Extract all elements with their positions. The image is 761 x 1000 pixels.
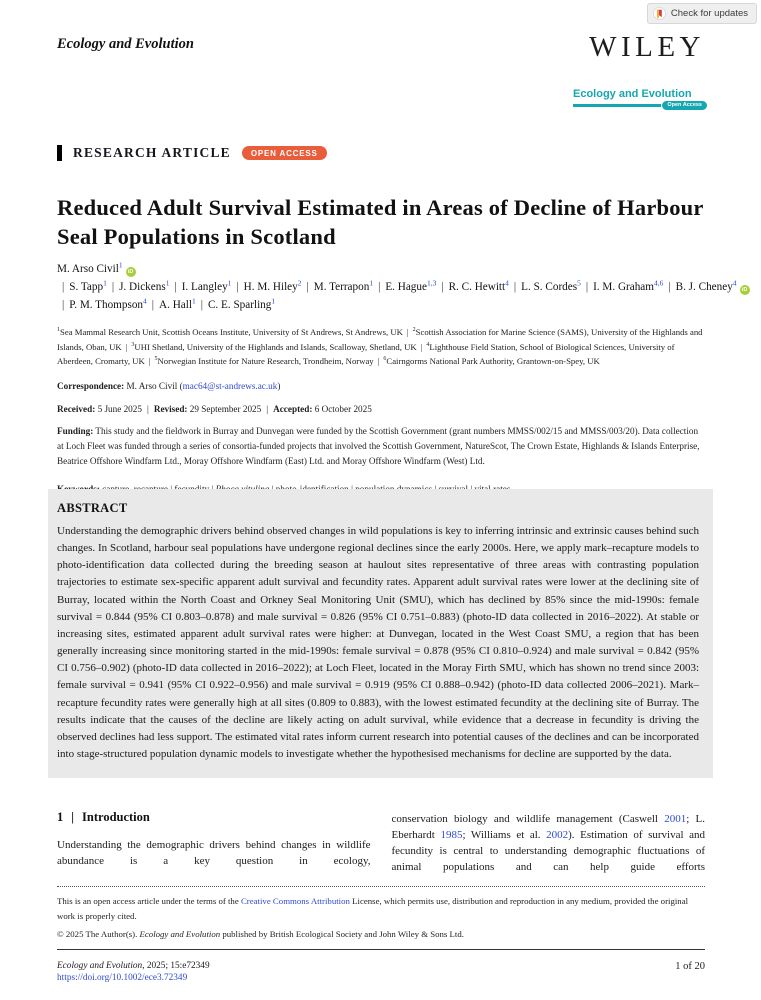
author-name: L. S. Cordes [521, 281, 578, 294]
masthead [57, 33, 705, 107]
affiliation-ref[interactable]: 1 [369, 278, 374, 288]
affiliation-ref[interactable]: 1,3 [426, 278, 437, 288]
author [385, 278, 437, 294]
author [57, 260, 136, 275]
affiliation-ref[interactable]: 1 [118, 260, 123, 270]
article-type-row [57, 145, 705, 161]
cc-license-link[interactable]: Creative Commons Attribution [240, 896, 350, 906]
affiliation-ref[interactable]: 4 [732, 278, 737, 288]
affiliation-ref[interactable]: 2 [297, 278, 302, 288]
article-history: Received: 5 June 2025 | Revised: 29 September 2025 | Accepted: 6 October 2025 [57, 403, 372, 414]
journal-citation: Ecology and Evolution, 2025; 15:e72349 [57, 960, 210, 971]
check-for-updates-button[interactable] [647, 3, 757, 24]
introduction-section [57, 810, 705, 876]
citation-link[interactable]: 2001 [664, 813, 687, 825]
citation-link[interactable]: 2002 [546, 828, 569, 841]
affiliation-ref[interactable]: 4 [505, 278, 509, 288]
affiliation-ref[interactable]: 4,6 [653, 278, 664, 288]
divider-dotted [57, 886, 705, 887]
correspondence: Correspondence: M. Arso Civil (mac64@st-andrews.ac.uk) [57, 380, 281, 391]
author [159, 296, 196, 312]
affiliations: $^1$Sea Mammal Research Unit, Scottish Oceans Institute, University of St Andrews, St Andrews, UK | $^2$Scottish Association for Marine Science (SAMS), University of the Highlands and Islands, Oban, UK | $^3$UHI Shetland, University of the Highlands and Islands, Scalloway, Shetland, UK | $^4$Lighthouse Field Station, School of Biological Sciences, University of Aberdeen, Cromarty, UK | $^5$Norwegian Institute for Nature Research, Trondheim, Norway | $^6$Cairngorms National Park Authority, Grantown-on-Spey, UK [57, 327, 703, 366]
check-for-updates-label: Check for updates [670, 8, 748, 19]
copyright-statement: © 2025 The Author(s). Ecology and Evolution published by British Ecological Society and John Wiley & Sons Ltd. [57, 928, 464, 939]
author-separator: | [585, 281, 589, 294]
author-separator: | [174, 281, 177, 294]
author-name: M. Arso Civil [57, 263, 119, 275]
author [243, 278, 302, 294]
author [448, 278, 509, 294]
banner-rule [573, 104, 705, 107]
author-name: P. M. Thompson [69, 299, 144, 312]
license-statement: This is an open access article under the terms of the Creative Commons Attribution License, which permits use, distribution and reproduction in any medium, provided the original work is properly cited. [57, 896, 689, 922]
affiliation-ref[interactable]: 4 [143, 296, 147, 306]
citation-link[interactable]: 1985 [440, 828, 463, 841]
author-name: I. Langley [181, 281, 228, 294]
author-name: R. C. Hewitt [448, 281, 506, 294]
page-footer [57, 886, 705, 983]
author-name: J. Dickens [119, 281, 166, 294]
author-name: C. E. Sparling [207, 299, 272, 312]
article-title: Reduced Adult Survival Estimated in Areas of Decline of Harbour Seal Populations in Scotland [57, 194, 704, 249]
article-type-label: RESEARCH ARTICLE [57, 145, 231, 161]
author-name: A. Hall [159, 299, 192, 312]
intro-paragraph-right: conservation biology and wildlife management (Caswell 2001; L. Eberhardt 1985; Williams et al. 2002). Estimation of survival and fecundity is central to understanding demographic fluctuations of animal populations and can help guide efforts [391, 813, 706, 873]
author [521, 278, 581, 294]
open-access-badge: OPEN ACCESS [242, 146, 327, 160]
funding-statement: Funding: This study and the fieldwork in Burray and Dunvegan were funded by the Scottish Government (grant numbers MMSS/002/15 and MMSS/003/20). Data collection at Loch Fleet was funded through a series of consortia-funded projects that involved the Scottish Government, NatureScot, The Crown Estate, Highlands & Islands Enterprise, Beatrice Offshore Windfarm Ltd., Moray Offshore Windfarm (East) Ltd. and Moray Offshore Windfarm (West) Ltd. [57, 426, 700, 466]
affiliation-ref[interactable]: 1 [271, 296, 276, 306]
intro-paragraph-left: Understanding the demographic drivers behind changes in wildlife abundance is a key question in ecology, [57, 839, 371, 867]
author-separator: | [306, 281, 309, 294]
banner-journal-name: Ecology and Evolution [573, 88, 692, 100]
journal-banner [573, 88, 705, 107]
divider-solid [57, 949, 705, 950]
page-number: 1 of 20 [675, 960, 705, 972]
author [207, 296, 276, 312]
wiley-logo: WILEY [589, 31, 705, 63]
author [69, 296, 147, 312]
journal-name-header: Ecology and Evolution [57, 36, 194, 52]
open-access-pill: Open Access [661, 100, 708, 111]
crossmark-icon [653, 7, 666, 20]
author-separator: | [441, 281, 444, 294]
author-name: M. Terrapon [313, 281, 370, 294]
correspondence-email-link[interactable]: mac64@st-andrews.ac.uk [182, 380, 278, 391]
author-separator: | [513, 281, 517, 294]
author [313, 278, 374, 294]
author [181, 278, 232, 294]
affiliation-ref[interactable]: 1 [191, 296, 196, 306]
abstract-heading: ABSTRACT [57, 501, 128, 515]
orcid-icon[interactable]: iD [126, 267, 136, 277]
author [69, 278, 107, 294]
author-separator: | [236, 281, 239, 294]
author-name: E. Hague [385, 281, 427, 294]
author-separator: | [62, 281, 65, 294]
author-separator: | [200, 299, 203, 312]
author-separator: | [62, 299, 65, 312]
author-name: H. M. Hiley [243, 281, 298, 294]
author-separator: | [111, 281, 115, 294]
section-heading: 1 | Introduction [57, 810, 150, 824]
author-name: S. Tapp [69, 281, 104, 294]
abstract-section [48, 489, 713, 778]
author-separator: | [668, 281, 671, 294]
author-list [57, 260, 748, 314]
author-separator: | [378, 281, 381, 294]
affiliation-ref[interactable]: 1 [103, 278, 107, 288]
doi-link[interactable]: https://doi.org/10.1002/ece3.72349 [57, 972, 188, 983]
affiliation-ref[interactable]: 5 [577, 278, 581, 288]
author-name: I. M. Graham [593, 281, 654, 294]
affiliation-ref[interactable]: 1 [165, 278, 170, 288]
affiliation-ref[interactable]: 1 [227, 278, 232, 288]
author-name: B. J. Cheney [675, 281, 733, 294]
author [675, 278, 750, 294]
abstract-text: Understanding the demographic drivers behind observed changes in wild populations is key to inferring intrinsic and extrinsic causes behind such changes. In Scotland, harbour seal populations have undergone regional declines since the early 2000s. Here, we apply mark–recapture models to photo-identification data collected during the breeding season at haulout sites representative of three areas with contrasting population trajectories to estimate sex-specific apparent adult survival and fecundity rates. Apparent adult survival rates were lower at the declining site of Burray, located within the North Coast and Orkney Seal Monitoring Unit (SMU), which has declined by 85% since the mid-1990s: female survival = 0.844 (95% CI 0.803–0.878) and male survival = 0.826 (95% CI 0.751–0.883) (photo-ID data collected in 2016–2022). At stable or increasing sites, estimated apparent adult survival rates were higher: at Dunvegan, located in the West Coast SMU, a region that has been generally increasing since monitoring started in the mid-1990s: female survival = 0.878 (95% CI 0.810–0.924) and male survival = 0.842 (95% CI 0.756–0.902) (photo-ID data collected in 2016–2022); at Loch Fleet, located in the Moray Firth SMU, which has shown no trend since 2003: female survival = 0.941 (95% CI 0.922–0.956) and male survival = 0.919 (95% CI 0.888–0.942) (photo-ID data collected 2006–2021). Mark–recapture fecundity rates were generally high at all sites (0.809 to 0.883), with the lowest estimated fecundity at the declining site of Burray. The results indicate that the causes of the decline are likely acting on adult survival, while evidence that a decrease in fecundity is driving the observed declines had less support. The estimated vital rates inform current research into potential causes of the declines and can be incorporated into stage-structured population dynamic models to investigate whether the hypothesised mechanisms for decline are supported by the data. [57, 525, 699, 761]
author [593, 278, 664, 294]
orcid-icon[interactable]: iD [740, 285, 750, 295]
author-separator: | [151, 299, 155, 312]
author [119, 278, 170, 294]
